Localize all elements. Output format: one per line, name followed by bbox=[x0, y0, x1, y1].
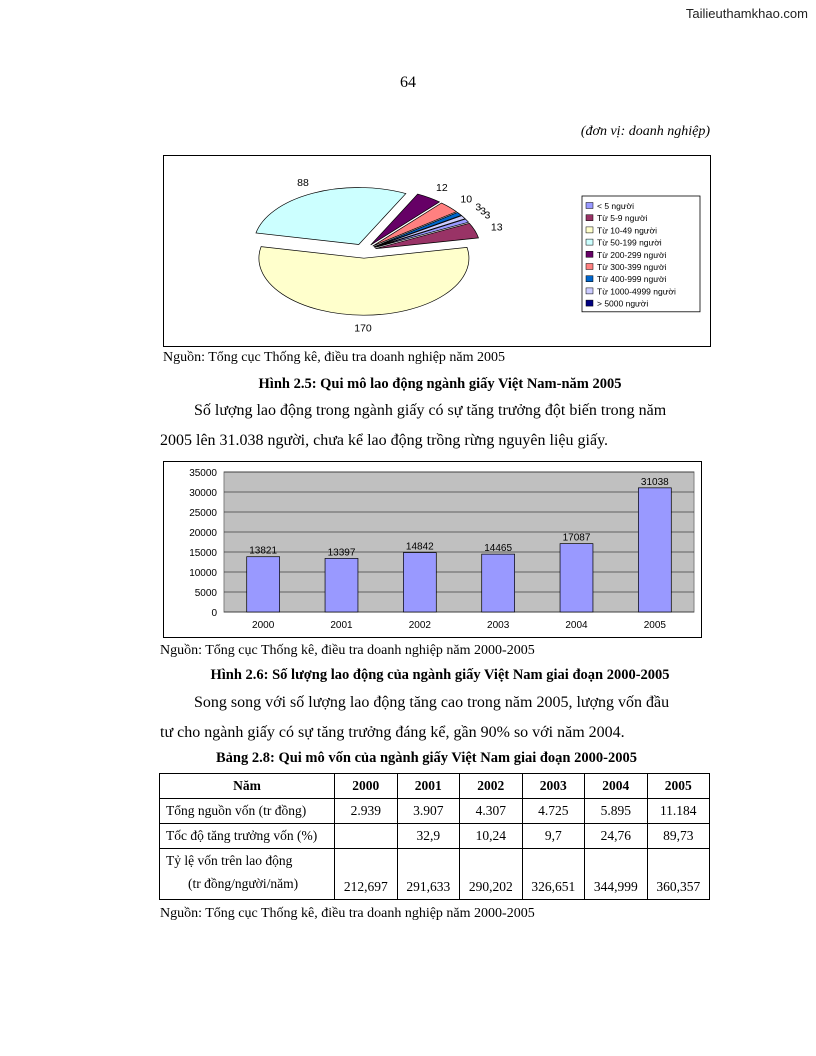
table-header-cell: 2003 bbox=[522, 774, 585, 799]
table-row-label: Tổng nguồn vốn (tr đồng) bbox=[160, 799, 335, 824]
legend-swatch bbox=[586, 239, 593, 245]
x-tick-label: 2004 bbox=[565, 620, 588, 631]
pie-value-label: 88 bbox=[297, 176, 309, 189]
y-tick-label: 30000 bbox=[189, 488, 217, 499]
bar-value-label: 14465 bbox=[484, 543, 513, 555]
table-cell: 11.184 bbox=[647, 799, 710, 824]
pie-legend bbox=[582, 196, 700, 312]
pie-chart bbox=[164, 156, 710, 346]
bar bbox=[247, 557, 280, 612]
bar-value-label: 31038 bbox=[640, 476, 669, 488]
legend-swatch bbox=[586, 264, 593, 270]
table-row bbox=[160, 824, 710, 849]
legend-label: < 5 người bbox=[597, 201, 635, 211]
y-tick-label: 10000 bbox=[189, 568, 217, 579]
legend-label: Từ 10-49 người bbox=[597, 225, 657, 236]
table-header-cell: 2004 bbox=[585, 774, 648, 799]
table-cell: 89,73 bbox=[647, 824, 710, 849]
bar bbox=[560, 544, 593, 612]
legend-swatch bbox=[586, 215, 593, 221]
legend-swatch bbox=[586, 251, 593, 257]
table-cell: 212,697 bbox=[335, 849, 398, 900]
table-header-cell: 2002 bbox=[460, 774, 523, 799]
x-tick-label: 2001 bbox=[330, 620, 353, 631]
figure-2-5-caption: Hình 2.5: Qui mô lao động ngành giấy Việt Nam-năm 2005 bbox=[258, 376, 622, 392]
bar-chart bbox=[164, 462, 701, 637]
paragraph-1 bbox=[160, 396, 712, 456]
capital-table bbox=[159, 773, 710, 900]
table-row-label: Tốc độ tăng trưởng vốn (%) bbox=[160, 824, 335, 849]
table-row-label-line-1: Tỷ lệ vốn trên lao động bbox=[166, 853, 293, 868]
legend-swatch bbox=[586, 300, 593, 306]
paragraph-2-line-1: Song song với số lượng lao động tăng cao trong năm 2005, lượng vốn đầu bbox=[194, 694, 670, 711]
y-tick-label: 5000 bbox=[194, 588, 217, 599]
bar-value-label: 17087 bbox=[562, 532, 591, 544]
table-cell: 326,651 bbox=[522, 849, 585, 900]
y-tick-label: 20000 bbox=[189, 528, 217, 539]
table-header-cell: 2001 bbox=[397, 774, 460, 799]
table-cell: 290,202 bbox=[460, 849, 523, 900]
table-header-cell: Năm bbox=[160, 774, 335, 799]
x-tick-label: 2003 bbox=[487, 620, 510, 631]
pie-value-label: 170 bbox=[354, 322, 372, 335]
table-cell: 9,7 bbox=[522, 824, 585, 849]
table-cell: 360,357 bbox=[647, 849, 710, 900]
legend-label: Từ 1000-4999 người bbox=[597, 286, 676, 297]
pie-slices bbox=[256, 188, 482, 316]
plot-area bbox=[224, 472, 694, 612]
page-number: 64 bbox=[400, 74, 416, 91]
table-cell: 4.307 bbox=[460, 799, 523, 824]
table-header-cell: 2005 bbox=[647, 774, 710, 799]
pie-value-label: 10 bbox=[460, 193, 473, 206]
table-header-row bbox=[160, 774, 710, 799]
table-cell: 24,76 bbox=[585, 824, 648, 849]
legend-label: Từ 200-299 người bbox=[597, 249, 667, 260]
legend-swatch bbox=[586, 276, 593, 282]
table-header-cell: 2000 bbox=[335, 774, 398, 799]
x-tick-label: 2002 bbox=[408, 620, 431, 631]
figure-2-6-source: Nguồn: Tổng cục Thống kê, điều tra doanh nghiệp năm 2000-2005 bbox=[160, 643, 535, 658]
paragraph-2 bbox=[160, 688, 712, 748]
pie-value-label: 12 bbox=[436, 182, 448, 195]
table-cell: 2.939 bbox=[335, 799, 398, 824]
table-cell: 32,9 bbox=[397, 824, 460, 849]
table-cell: 10,24 bbox=[460, 824, 523, 849]
legend-swatch bbox=[586, 227, 593, 233]
table-2-8-title: Bảng 2.8: Qui mô vốn của ngành giấy Việt Nam giai đoạn 2000-2005 bbox=[216, 750, 637, 766]
bar-x-tick-labels bbox=[252, 620, 666, 631]
bar-value-label: 14842 bbox=[405, 541, 434, 553]
legend-swatch bbox=[586, 203, 593, 209]
table-cell: 344,999 bbox=[585, 849, 648, 900]
pie-value-label: 3 bbox=[484, 209, 491, 222]
bar-chart-frame bbox=[163, 461, 702, 638]
legend-label: Từ 300-399 người bbox=[597, 262, 667, 272]
y-tick-label: 0 bbox=[211, 608, 217, 619]
bar bbox=[403, 553, 436, 612]
bar bbox=[325, 558, 358, 612]
table-row-label bbox=[160, 849, 335, 900]
figure-2-6-caption: Hình 2.6: Số lượng lao động của ngành giấy Việt Nam giai đoạn 2000-2005 bbox=[210, 667, 670, 683]
legend-label: Từ 400-999 người bbox=[597, 274, 667, 285]
table-row bbox=[160, 799, 710, 824]
pie-value-label: 3 bbox=[475, 201, 482, 214]
table-2-8-source: Nguồn: Tổng cục Thống kê, điều tra doanh nghiệp năm 2000-2005 bbox=[160, 906, 535, 921]
table-row bbox=[160, 849, 710, 900]
paragraph-1-line-2: 2005 lên 31.038 người, chưa kể lao động trồng rừng nguyên liệu giấy. bbox=[160, 432, 609, 449]
table-cell: 3.907 bbox=[397, 799, 460, 824]
bar-value-label: 13397 bbox=[327, 547, 356, 559]
figure-2-5-source: Nguồn: Tổng cục Thống kê, điều tra doanh nghiệp năm 2005 bbox=[163, 350, 506, 365]
table-row-label-line-2: (tr đồng/người/năm) bbox=[188, 876, 299, 891]
table-cell bbox=[335, 824, 398, 849]
table-cell: 4.725 bbox=[522, 799, 585, 824]
table-cell: 291,633 bbox=[397, 849, 460, 900]
pie-slice bbox=[259, 247, 469, 316]
y-tick-label: 15000 bbox=[189, 548, 217, 559]
pie-value-label: 3 bbox=[480, 205, 487, 218]
paragraph-2-line-2: tư cho ngành giấy có sự tăng trưởng đáng kể, gần 90% so với năm 2004. bbox=[160, 724, 625, 741]
pie-chart-frame bbox=[163, 155, 711, 347]
bar-y-tick-labels bbox=[189, 468, 217, 619]
legend-label: Từ 50-199 người bbox=[597, 237, 662, 248]
legend-label: Từ 5-9 người bbox=[597, 213, 648, 224]
bar bbox=[482, 554, 515, 612]
y-tick-label: 25000 bbox=[189, 508, 217, 519]
bar bbox=[638, 488, 671, 612]
x-tick-label: 2000 bbox=[252, 620, 275, 631]
y-tick-label: 35000 bbox=[189, 468, 217, 479]
paragraph-1-line-1: Số lượng lao động trong ngành giấy có sự tăng trưởng đột biến trong năm bbox=[194, 402, 667, 419]
unit-note: (đơn vị: doanh nghiệp) bbox=[580, 124, 710, 139]
table-cell: 5.895 bbox=[585, 799, 648, 824]
bar-value-label: 13821 bbox=[249, 545, 278, 557]
x-tick-label: 2005 bbox=[643, 620, 666, 631]
watermark: Tailieuthamkhao.com bbox=[685, 6, 808, 21]
pie-value-label: 13 bbox=[490, 221, 503, 234]
legend-label: > 5000 người bbox=[597, 298, 649, 309]
legend-swatch bbox=[586, 288, 593, 294]
